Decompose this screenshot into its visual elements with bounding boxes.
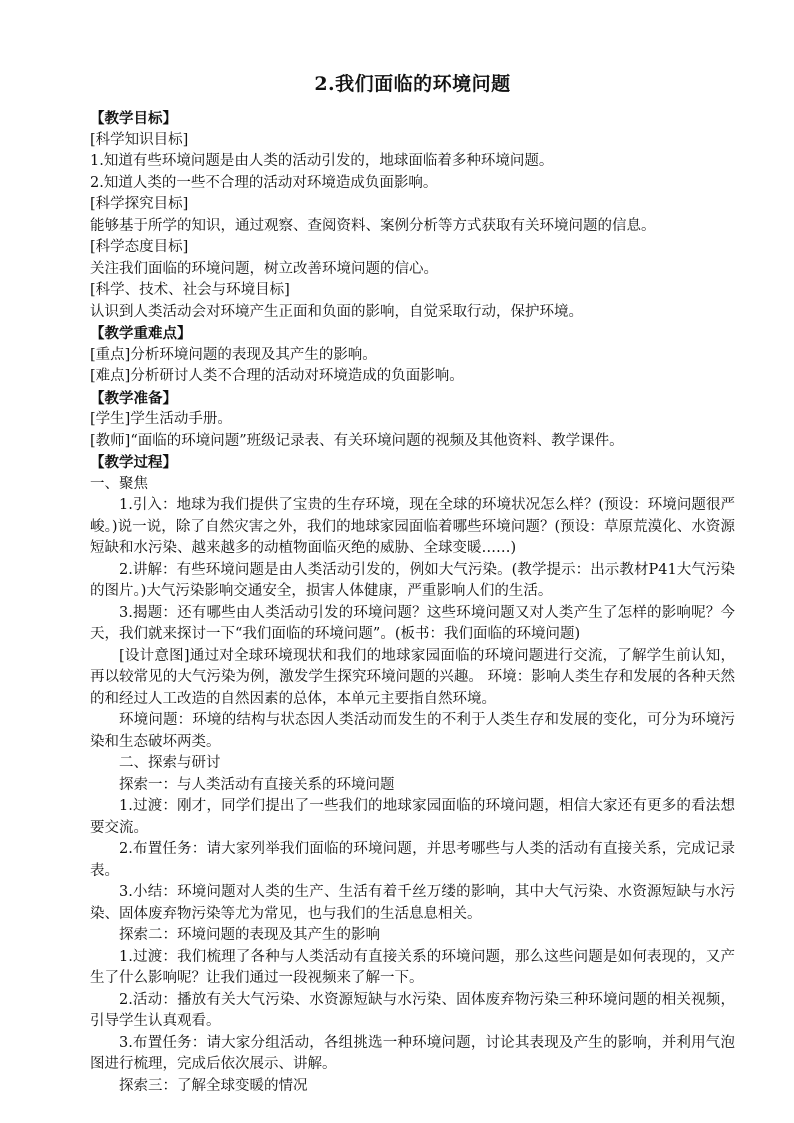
body-paragraph: [科学、技术、社会与环境目标] [90, 282, 290, 298]
body-paragraph: [教师]“面临的环境问题”班级记录表、有关环境问题的视频及其他资料、教学课件。 [90, 432, 624, 449]
section-heading: 【教学重难点】 [90, 325, 192, 342]
body-paragraph: [科学探究目标] [90, 196, 189, 212]
body-paragraph: 探索一：与人类活动有直接关系的环境问题 [119, 776, 395, 793]
body-paragraph: 1.引入：地球为我们提供了宝贵的生存环境，现在全球的环境状况怎么样？(预设：环境问题很严峻。)说一说，除了自然灾害之外，我们的地球家园面临着哪些环境问题？(预设：草原荒漠化、水资源短缺和水污染、越来越多的动植物面临灭绝的威胁、全球变暖……) [90, 497, 735, 556]
body-paragraph: 关注我们面临的环境问题，树立改善环境问题的信心。 [90, 260, 438, 277]
body-paragraph: 2.布置任务：请大家列举我们面临的环境问题，并思考哪些与人类的活动有直接关系，完成记录表。 [90, 841, 735, 879]
body-paragraph: 3.揭题：还有哪些由人类活动引发的环境问题？这些环境问题又对人类产生了怎样的影响呢？今天，我们就来探讨一下“我们面临的环境问题”。(板书：我们面临的环境问题) [90, 604, 735, 642]
body-paragraph: 2.知道人类的一些不合理的活动对环境造成负面影响。 [90, 174, 438, 191]
body-paragraph: 3.小结：环境问题对人类的生产、生活有着千丝万缕的影响，其中大气污染、水资源短缺与水污染、固体废弃物污染等尤为常见，也与我们的生活息息相关。 [90, 884, 735, 922]
body-paragraph: 1.知道有些环境问题是由人类的活动引发的，地球面临着多种环境问题。 [90, 153, 554, 169]
section-heading: 【教学准备】 [90, 389, 177, 407]
body-paragraph: [学生]学生活动手册。 [90, 411, 232, 427]
document-body [90, 108, 735, 1097]
body-paragraph: [重点]分析环境问题的表现及其产生的影响。 [90, 346, 377, 363]
body-paragraph: [设计意图]通过对全球环境现状和我们的地球家园面临的环境问题进行交流，了解学生前认知，再以较常见的大气污染为例，激发学生探究环境问题的兴趣。 环境：影响人类生存和发展的各种天然的和经过人工改造的自然因素的总体，本单元主要指自然环境。 [90, 647, 735, 707]
body-paragraph: [科学态度目标] [90, 239, 189, 255]
body-paragraph: [难点]分析研讨人类不合理的活动对环境造成的负面影响。 [90, 368, 464, 384]
body-paragraph: 1.过渡：我们梳理了各种与人类活动有直接关系的环境问题，那么这些问题是如何表现的，又产生了什么影响呢？让我们通过一段视频来了解一下。 [90, 948, 735, 986]
document-page [90, 70, 735, 1097]
body-paragraph: 二、探索与研讨 [119, 755, 221, 771]
body-paragraph: 一、聚焦 [90, 475, 148, 492]
body-paragraph: 环境问题：环境的结构与状态因人类活动而发生的不利于人类生存和发展的变化，可分为环境污染和生态破坏两类。 [90, 712, 735, 750]
body-paragraph: 2.活动：播放有关大气污染、水资源短缺与水污染、固体废弃物污染三种环境问题的相关视频，引导学生认真观看。 [90, 991, 735, 1029]
body-paragraph: 3.布置任务：请大家分组活动，各组挑选一种环境问题，讨论其表现及产生的影响，并利用气泡图进行梳理，完成后依次展示、讲解。 [90, 1034, 735, 1072]
body-paragraph: [科学知识目标] [90, 131, 189, 148]
body-paragraph: 1.过渡：刚才，同学们提出了一些我们的地球家园面临的环境问题，相信大家还有更多的看法想要交流。 [90, 798, 735, 836]
page-title: 2.我们面临的环境问题 [314, 73, 511, 95]
body-paragraph: 认识到人类活动会对环境产生正面和负面的影响，自觉采取行动，保护环境。 [90, 303, 583, 320]
section-heading: 【教学目标】 [90, 110, 177, 127]
body-paragraph: 探索二：环境问题的表现及其产生的影响 [119, 927, 380, 943]
body-paragraph: 2.讲解：有些环境问题是由人类活动引发的，例如大气污染。(教学提示：出示教材P41大气污染的图片。)大气污染影响交通安全，损害人体健康，严重影响人们的生活。 [90, 561, 735, 599]
section-heading: 【教学过程】 [90, 454, 177, 471]
body-paragraph: 探索三：了解全球变暖的情况 [119, 1077, 308, 1094]
body-paragraph: 能够基于所学的知识，通过观察、查阅资料、案例分析等方式获取有关环境问题的信息。 [90, 217, 656, 234]
